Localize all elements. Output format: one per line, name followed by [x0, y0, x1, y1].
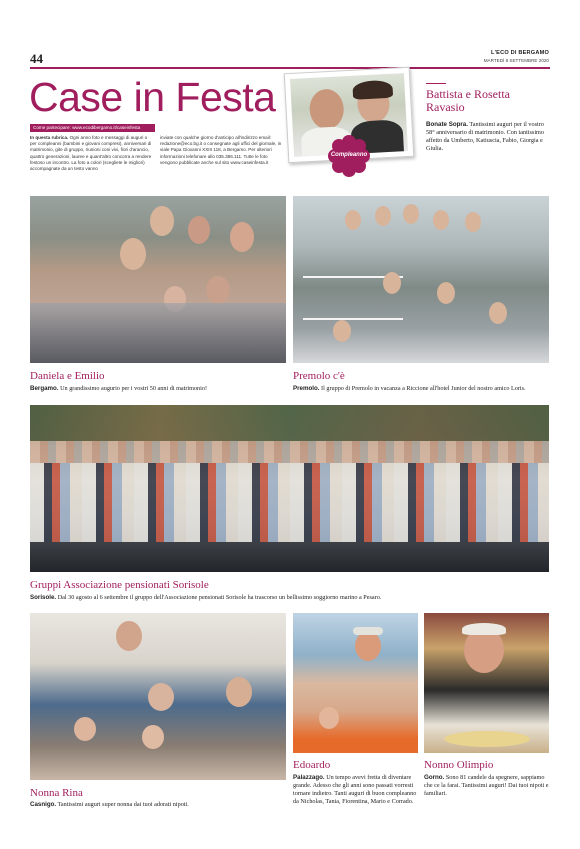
- item-text-olimpio: [424, 774, 549, 798]
- item-text-nonna-rina: [30, 801, 286, 809]
- item-text-premolo: [293, 385, 549, 393]
- item-title-nonna-rina: Nonna Rina: [30, 787, 83, 799]
- photo-nonno-olimpio: [424, 613, 549, 753]
- item-place: Gorno.: [424, 774, 445, 781]
- photo-daniela-emilio: [30, 196, 286, 363]
- item-text-battista: [426, 121, 550, 153]
- item-text-edoardo: [293, 774, 418, 806]
- item-title-edoardo: Edoardo: [293, 759, 331, 771]
- intro-text-1: Ogni anno foto e messaggi di auguri o per compleanni (bambini e giovani compresi), anniversari di matrimonio, gite di gruppo, riunioni coni vivi, fiori d'arancio, quattro generazioni, lauree e quant'altro concorra a rendere festoso un incontro. La foto a colori (scegliete le migliori) accompagnate da un testo vanno: [30, 135, 152, 172]
- newspaper-name: L'ECO DI BERGAMO: [491, 50, 549, 56]
- intro-column-2: inviate con qualche giorno d'anticipo all'indirizzo email: redazione@eco.bg.it o consegnate agli uffici del giornale, in viale Papa Giovanni XXIII 118, a Bergamo. Per ulteriori informazioni telefonare allo 035.386.111. Tutte le foto vengono pubblicate anche sul sito www.caseinfesta.it: [160, 135, 282, 165]
- compleanno-badge: [327, 134, 371, 178]
- item-message: Tantissimi auguri super nonna dai tuoi adorati nipoti.: [57, 801, 189, 808]
- item-message: Tantissimi auguri per il vostro 58° anniversario di matrimonio. Con tantissimo affetto da Umberto, Katiuscia, Fabio, Giorgia e Giulia.: [426, 121, 544, 152]
- item-title-premolo: Premolo c'è: [293, 370, 345, 382]
- item-place: Bergamo.: [30, 385, 59, 392]
- item-message: Sono 81 candele da spegnere, sappiamo che ce la farai. Tantissimi auguri! Dai tuoi nipoti e familiari.: [424, 774, 549, 797]
- item-place: Casnigo.: [30, 801, 57, 808]
- item-title-sorisole: Gruppi Associazione pensionati Sorisole: [30, 579, 209, 591]
- item-message: Dal 30 agosto al 6 settembre il gruppo dell'Associazione pensionati Sorisole ha trascorso un bellissimo soggiorno marino a Pesaro.: [57, 594, 382, 601]
- photo-nonna-rina: [30, 613, 286, 780]
- item-text-daniela: [30, 385, 286, 393]
- header-rule: [30, 67, 550, 69]
- item-place: Premolo.: [293, 385, 320, 392]
- issue-date: MARTEDÌ 8 SETTEMBRE 2020: [483, 58, 549, 63]
- item-title-battista: Battista e Rosetta Ravasio: [426, 87, 510, 114]
- photo-pensionati-sorisole: [30, 405, 549, 572]
- photo-premolo: [293, 196, 549, 363]
- item-title-olimpio: Nonno Olimpio: [424, 759, 494, 771]
- section-title: Case in Festa: [29, 74, 276, 120]
- page-number: 44: [30, 51, 43, 66]
- item-title-daniela: Daniela e Emilio: [30, 370, 105, 382]
- participation-banner[interactable]: Come partecipare: www.ecodibergamo.it/caseinfesta: [30, 124, 155, 132]
- item-text-sorisole: [30, 594, 549, 602]
- item-message: Un tempo avevi fretta di diventare grande. Adesso che gli anni sono passati vorresti tornare indietro. Tanti auguri di buon compleanno da Nicholas, Tania, Fiorentina, Mario e Corrado.: [293, 774, 417, 805]
- item-place: Bonate Sopra.: [426, 121, 468, 128]
- item-message: Un grandissimo augurio per i vostri 50 anni di matrimonio!: [60, 385, 208, 392]
- intro-lead: In questa rubrica.: [30, 135, 69, 140]
- item-place: Palazzago.: [293, 774, 325, 781]
- item-place: Sorisole.: [30, 594, 57, 601]
- item-rule: [426, 83, 446, 84]
- photo-edoardo: [293, 613, 418, 753]
- badge-label: Compleanno: [330, 152, 368, 158]
- item-message: Il gruppo di Premolo in vacanza a Riccione all'hotel Junior del nostro amico Loris.: [321, 385, 526, 392]
- intro-column-1: [30, 135, 153, 172]
